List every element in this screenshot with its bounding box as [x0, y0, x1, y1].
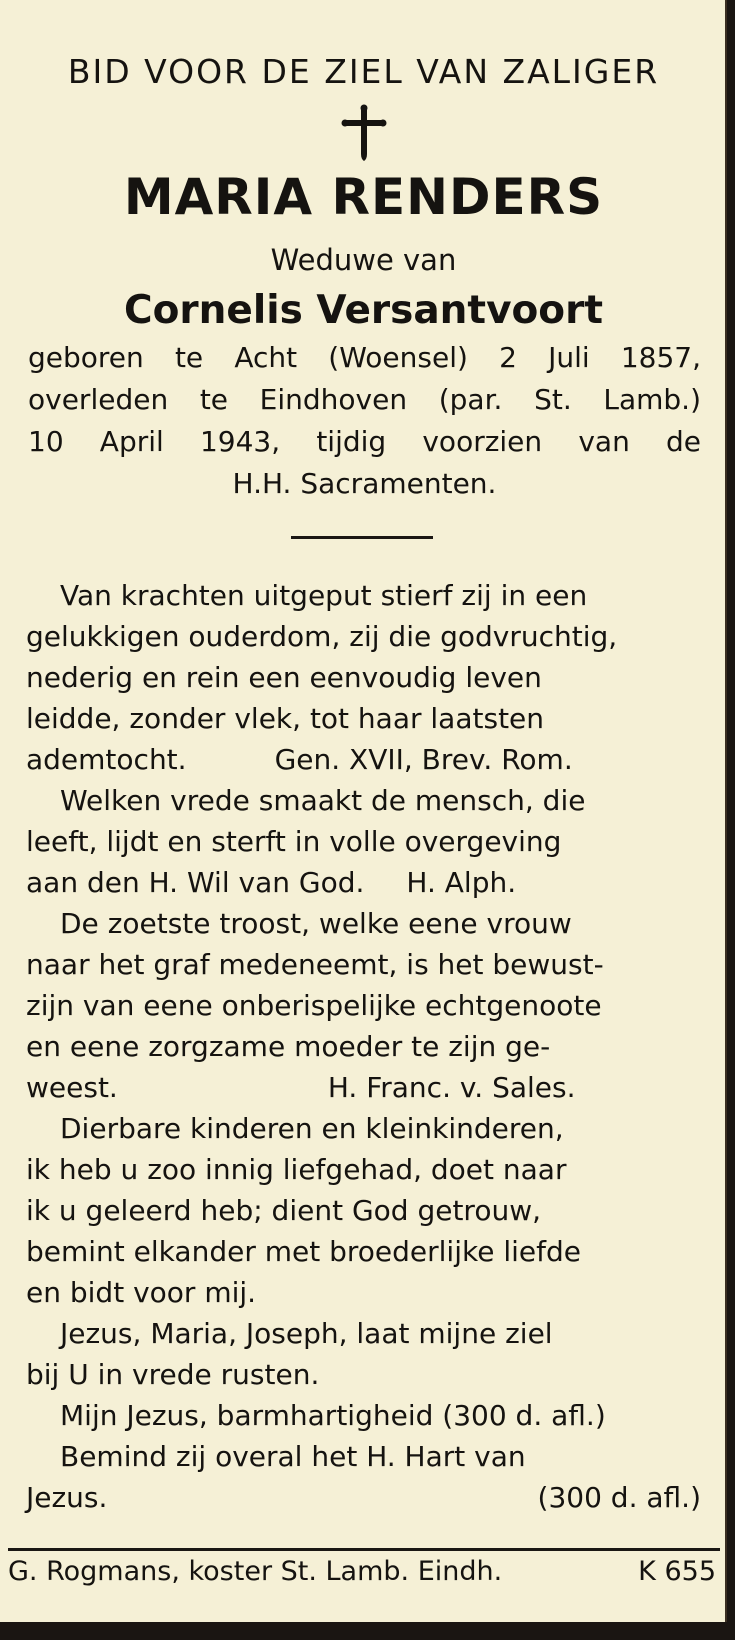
text-line: gelukkigen ouderdom, zij die godvruchtig,	[26, 620, 618, 653]
text-line: ik u geleerd heb; dient God getrouw,	[26, 1194, 542, 1227]
text-line: Van krachten uitgeput stierf zij in een	[60, 579, 588, 612]
card-code: K 655	[638, 1556, 716, 1587]
citation: Gen. XVII, Brev. Rom.	[274, 743, 573, 776]
text-line: Mijn Jezus, barmhartigheid (300 d. afl.)	[60, 1399, 606, 1432]
deceased-name: MARIA RENDERS	[123, 168, 604, 226]
citation: H. Franc. v. Sales.	[327, 1071, 576, 1104]
text-line: Welken vrede smaakt de mensch, die	[60, 784, 586, 817]
text-line: ik heb u zoo innig liefgehad, doet naar	[26, 1153, 567, 1186]
text-line: aan den H. Wil van God. H. Alph.	[26, 863, 701, 903]
husband-name: Cornelis Versantvoort	[124, 288, 603, 333]
footer-divider	[8, 1548, 720, 1551]
text-line: en eene zorgzame moeder te zijn ge-	[26, 1030, 551, 1063]
text-line: Jezus, Maria, Joseph, laat mijne ziel	[60, 1317, 553, 1350]
printer-credit: G. Rogmans, koster St. Lamb. Eindh.	[8, 1556, 503, 1587]
text-line: leidde, zonder vlek, tot haar laatsten	[26, 702, 545, 735]
text-line: bemint elkander met broederlijke liefde	[26, 1235, 581, 1268]
text-line: Bemind zij overal het H. Hart van	[60, 1440, 526, 1473]
text-line: bij U in vrede rusten.	[26, 1358, 320, 1391]
text-line: en bidt voor mij.	[26, 1276, 257, 1309]
widow-label: Weduwe van	[270, 243, 457, 277]
detail-line-death: overleden te Eindhoven (par. St. Lamb.)	[28, 383, 701, 416]
detail-line-date: 10 April 1943, tijdig voorzien van de	[28, 425, 701, 458]
text-line: nederig en rein een eenvoudig leven	[26, 661, 542, 694]
citation: (300 d. afl.)	[537, 1481, 701, 1514]
text-line: zijn van eene onberispelijke echtgenoote	[26, 989, 602, 1022]
invocation-heading: BID VOOR DE ZIEL VAN ZALIGER	[67, 52, 660, 91]
text-line: ademtocht. Gen. XVII, Brev. Rom.	[26, 740, 701, 780]
text-line: Dierbare kinderen en kleinkinderen,	[60, 1112, 564, 1145]
cross-icon	[341, 104, 387, 162]
citation: H. Alph.	[406, 866, 517, 899]
text-line: weest. H. Franc. v. Sales.	[26, 1068, 701, 1108]
divider	[291, 536, 433, 539]
detail-line-birth: geboren te Acht (Woensel) 2 Juli 1857,	[28, 341, 701, 374]
detail-line-sacraments: H.H. Sacramenten.	[232, 467, 497, 500]
printer-footer	[8, 1556, 716, 1587]
text-line: leeft, lijdt en sterft in volle overgeving	[26, 825, 562, 858]
text-line: De zoetste troost, welke eene vrouw	[60, 907, 572, 940]
text-line: Jezus. (300 d. afl.)	[26, 1478, 701, 1518]
text-line: naar het graf medeneemt, is het bewust-	[26, 948, 604, 981]
